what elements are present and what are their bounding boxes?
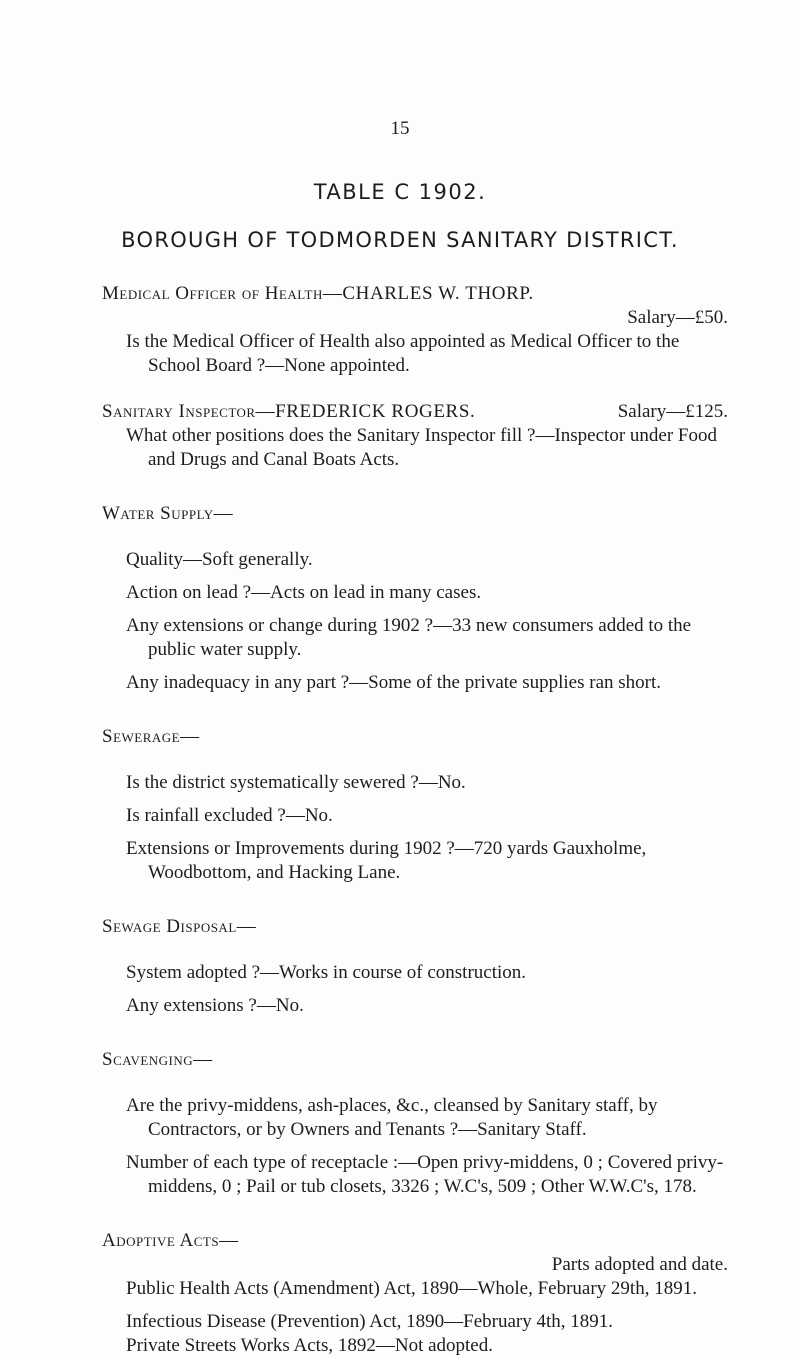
sewage-disposal-section xyxy=(102,915,728,1018)
water-supply-item: Any inadequacy in any part ?—Some of the private supplies ran short. xyxy=(126,672,662,693)
adoptive-acts-item: Infectious Disease (Prevention) Act, 1890—February 4th, 1891. xyxy=(126,1311,614,1332)
water-supply-item: Action on lead ?—Acts on lead in many cases. xyxy=(126,582,482,603)
adoptive-acts-heading: Adoptive Acts— xyxy=(102,1230,239,1251)
page-number: 15 xyxy=(390,118,410,139)
water-supply-heading: Water Supply— xyxy=(102,503,234,524)
scavenging-section xyxy=(102,1048,728,1199)
adoptive-acts-subheading: Parts adopted and date. xyxy=(551,1254,728,1275)
medical-officer-name: CHARLES W. THORP. xyxy=(342,283,534,304)
scavenging-heading: Scavenging— xyxy=(102,1049,213,1070)
sanitary-inspector-section xyxy=(102,400,728,472)
scavenging-item: Are the privy-middens, ash-places, &c., cleansed by Sanitary staff, by Contractors, or by Owners and Tenants ?—Sanitary Staff. xyxy=(126,1095,658,1140)
water-supply-item: Any extensions or change during 1902 ?—33 new consumers added to the public water supply. xyxy=(126,615,692,660)
medical-officer-salary: Salary—£50. xyxy=(627,307,728,328)
report-body xyxy=(102,282,728,1358)
medical-officer-line xyxy=(102,282,728,306)
sewage-disposal-item: System adopted ?—Works in course of construction. xyxy=(126,962,527,983)
sanitary-inspector-line xyxy=(102,400,728,424)
adoptive-acts-item: Public Health Acts (Amendment) Act, 1890—Whole, February 29th, 1891. xyxy=(126,1278,697,1299)
sewerage-item: Is the district systematically sewered ?—No. xyxy=(126,772,466,793)
sanitary-inspector-salary: Salary—£125. xyxy=(617,401,728,422)
sanitary-inspector-heading: Sanitary Inspector— xyxy=(102,401,276,422)
sanitary-inspector-question: What other positions does the Sanitary Inspector fill ?—Inspector under Food and Drugs and Canal Boats Acts. xyxy=(126,425,717,470)
adoptive-acts-section xyxy=(102,1229,728,1358)
sewage-disposal-heading: Sewage Disposal— xyxy=(102,916,257,937)
sewerage-heading: Sewerage— xyxy=(102,726,200,747)
sewage-disposal-item: Any extensions ?—No. xyxy=(126,995,304,1016)
water-supply-item: Quality—Soft generally. xyxy=(126,549,313,570)
scavenging-item: Number of each type of receptacle :—Open privy-middens, 0 ; Covered privy-middens, 0 ; Pail or tub closets, 3326 ; W.C's, 509 ; Other W.W.C's, 178. xyxy=(126,1152,724,1197)
water-supply-section xyxy=(102,502,728,695)
district-title: BOROUGH OF TODMORDEN SANITARY DISTRICT. xyxy=(121,228,679,252)
sewerage-item: Is rainfall excluded ?—No. xyxy=(126,805,333,826)
sewerage-item: Extensions or Improvements during 1902 ?—720 yards Gauxholme, Woodbottom, and Hacking Lane. xyxy=(126,838,647,883)
table-title: TABLE C 1902. xyxy=(313,180,487,204)
medical-officer-heading: Medical Officer of Health— xyxy=(102,283,343,304)
sanitary-inspector-name: FREDERICK ROGERS. xyxy=(275,401,476,422)
adoptive-acts-item: Private Streets Works Acts, 1892—Not adopted. xyxy=(126,1335,493,1356)
medical-officer-section xyxy=(102,282,728,378)
medical-officer-question: Is the Medical Officer of Health also appointed as Medical Officer to the School Board ?—None appointed. xyxy=(126,331,680,376)
sewerage-section xyxy=(102,725,728,885)
